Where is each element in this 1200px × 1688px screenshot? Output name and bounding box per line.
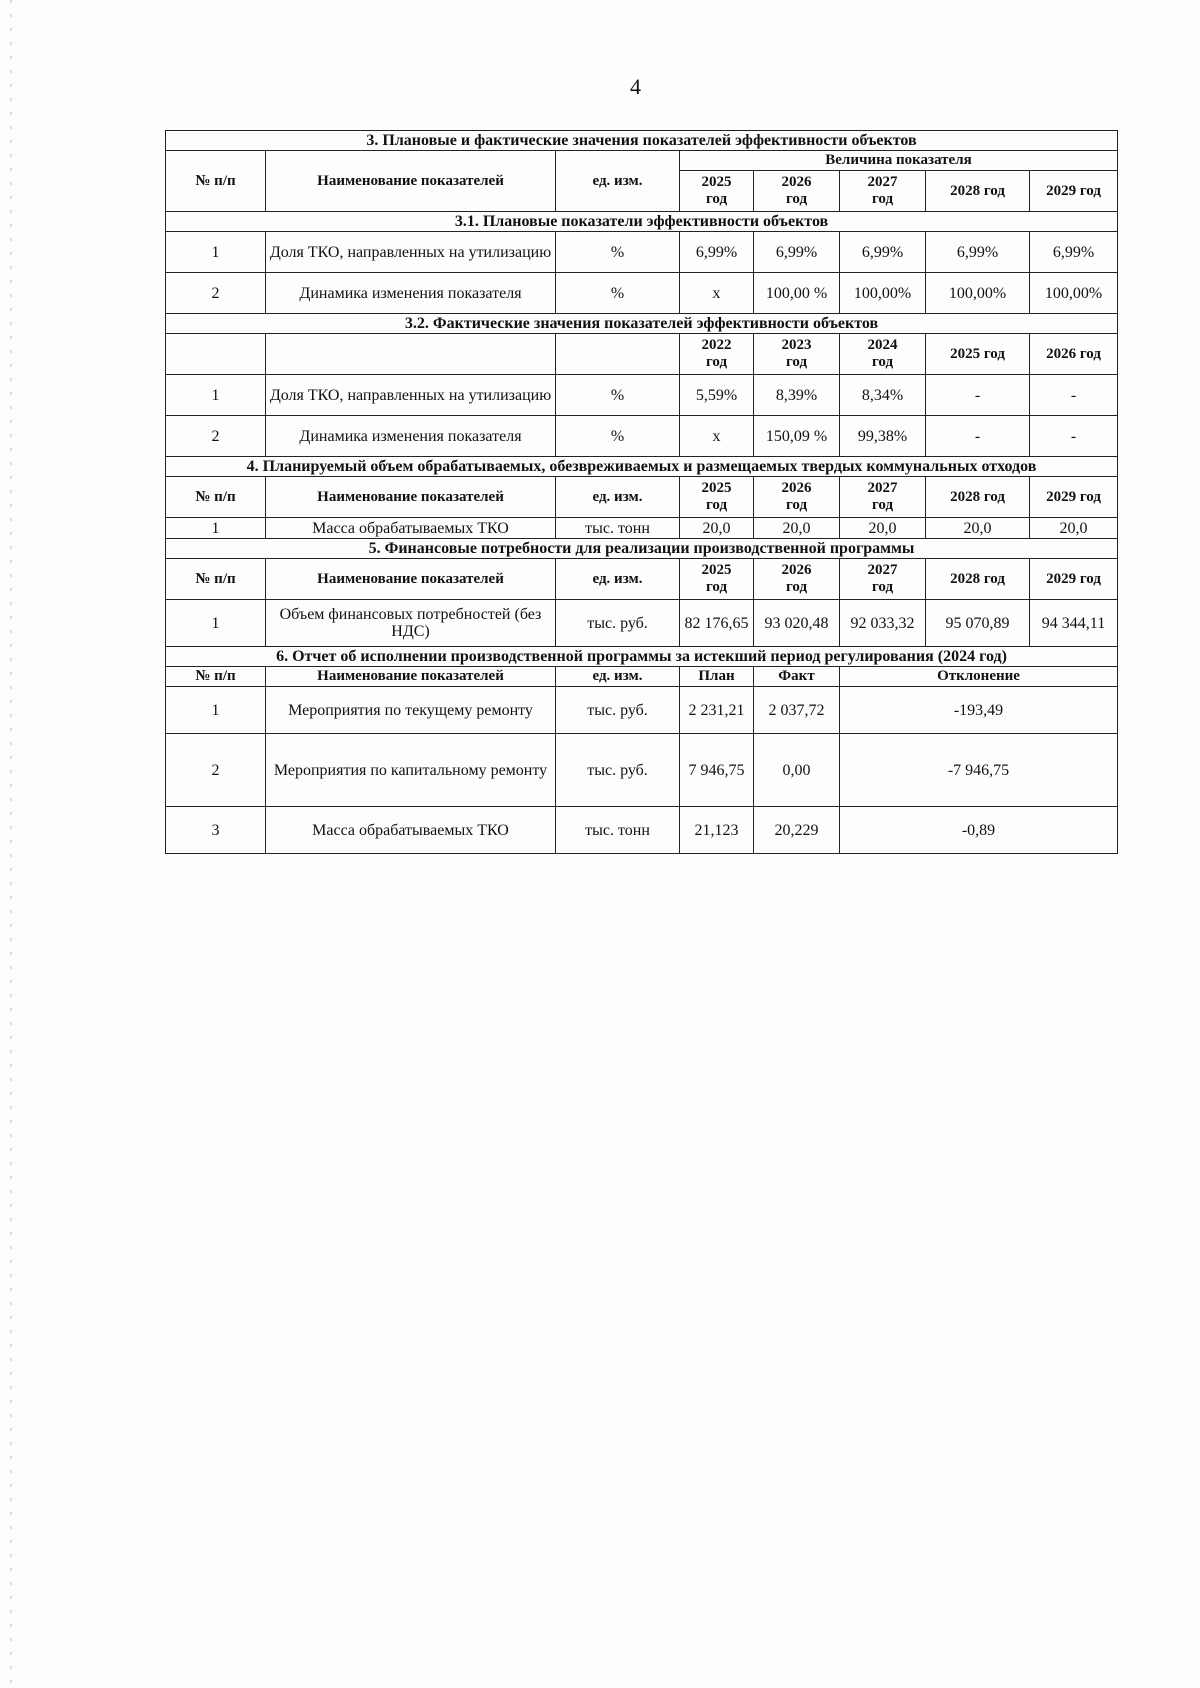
row-value: 100,00% xyxy=(840,273,926,314)
table-row xyxy=(166,518,1118,539)
row-value: 93 020,48 xyxy=(754,600,840,647)
section3-2-title: 3.2. Фактические значения показателей эффективности объектов xyxy=(166,314,1118,334)
section5-title-row xyxy=(166,539,1118,559)
year-suffix: год xyxy=(785,354,808,370)
row-name: Доля ТКО, направленных на утилизацию xyxy=(266,232,556,273)
row-value: 150,09 % xyxy=(754,416,840,457)
section4-title: 4. Планируемый объем обрабатываемых, обезвреживаемых и размещаемых твердых коммунальных отходов xyxy=(166,457,1118,477)
section5-header-row xyxy=(166,559,1118,600)
header-unit: ед. изм. xyxy=(556,151,680,212)
year-header xyxy=(926,559,1030,600)
table-row xyxy=(166,416,1118,457)
year-header xyxy=(754,171,840,212)
header-deviation: Отклонение xyxy=(840,667,1118,687)
year-label: 2026 xyxy=(781,480,812,496)
row-num: 2 xyxy=(166,416,266,457)
year-suffix: год xyxy=(705,354,728,370)
year-label: 2023 xyxy=(781,337,812,353)
year-label: 2025 xyxy=(701,174,732,190)
row-value: 82 176,65 xyxy=(680,600,754,647)
report-table xyxy=(165,130,1118,854)
year-label: 2027 xyxy=(867,562,898,578)
year-header xyxy=(840,477,926,518)
table-row xyxy=(166,375,1118,416)
table-row xyxy=(166,273,1118,314)
report-row xyxy=(166,734,1118,807)
row-name: Мероприятия по капитальному ремонту xyxy=(266,734,556,807)
row-num: 1 xyxy=(166,518,266,539)
row-value: 100,00% xyxy=(926,273,1030,314)
blank-cell xyxy=(166,334,266,375)
section3-1-title: 3.1. Плановые показатели эффективности объектов xyxy=(166,212,1118,232)
year-label: 2029 год xyxy=(1046,182,1101,199)
row-name: Объем финансовых потребностей (без НДС) xyxy=(266,600,556,647)
year-suffix: год xyxy=(871,579,894,595)
year-header xyxy=(680,334,754,375)
year-label: 2026 xyxy=(781,562,812,578)
section3-2-title-row xyxy=(166,314,1118,334)
year-header xyxy=(754,477,840,518)
row-deviation: -7 946,75 xyxy=(840,734,1118,807)
year-label: 2028 год xyxy=(950,570,1005,587)
year-suffix: год xyxy=(785,579,808,595)
row-value: 6,99% xyxy=(1030,232,1118,273)
year-header xyxy=(840,171,926,212)
section3-2-header-row xyxy=(166,334,1118,375)
year-suffix: год xyxy=(785,191,808,207)
header-unit: ед. изм. xyxy=(556,559,680,600)
row-fact: 0,00 xyxy=(754,734,840,807)
year-label: 2027 xyxy=(867,480,898,496)
year-suffix: год xyxy=(871,497,894,513)
section3-header-row-1 xyxy=(166,151,1118,171)
year-suffix: год xyxy=(705,191,728,207)
row-value: 8,39% xyxy=(754,375,840,416)
row-name: Динамика изменения показателя xyxy=(266,416,556,457)
row-unit: % xyxy=(556,375,680,416)
table-row xyxy=(166,600,1118,647)
row-plan: 7 946,75 xyxy=(680,734,754,807)
row-unit: тыс. руб. xyxy=(556,734,680,807)
header-num: № п/п xyxy=(166,667,266,687)
row-num: 2 xyxy=(166,273,266,314)
row-name: Мероприятия по текущему ремонту xyxy=(266,687,556,734)
row-value: 20,0 xyxy=(1030,518,1118,539)
row-value: 94 344,11 xyxy=(1030,600,1118,647)
row-value: 100,00% xyxy=(1030,273,1118,314)
year-suffix: год xyxy=(785,497,808,513)
year-header xyxy=(1030,334,1118,375)
report-row xyxy=(166,687,1118,734)
blank-cell xyxy=(556,334,680,375)
blank-cell xyxy=(266,334,556,375)
header-value: Величина показателя xyxy=(680,151,1118,171)
row-value: 8,34% xyxy=(840,375,926,416)
header-unit: ед. изм. xyxy=(556,477,680,518)
row-name: Масса обрабатываемых ТКО xyxy=(266,518,556,539)
year-suffix: год xyxy=(871,354,894,370)
scan-edge-artifact xyxy=(10,0,12,1688)
year-label: 2022 xyxy=(701,337,732,353)
row-num: 1 xyxy=(166,687,266,734)
year-header xyxy=(680,477,754,518)
year-header xyxy=(926,171,1030,212)
row-fact: 20,229 xyxy=(754,807,840,854)
row-value: 20,0 xyxy=(754,518,840,539)
row-value: 20,0 xyxy=(680,518,754,539)
section3-1-title-row xyxy=(166,212,1118,232)
year-header xyxy=(1030,171,1118,212)
row-value: 6,99% xyxy=(754,232,840,273)
row-value: - xyxy=(1030,416,1118,457)
row-num: 1 xyxy=(166,375,266,416)
row-value: 6,99% xyxy=(926,232,1030,273)
row-name: Динамика изменения показателя xyxy=(266,273,556,314)
year-header xyxy=(680,559,754,600)
header-num: № п/п xyxy=(166,151,266,212)
row-unit: % xyxy=(556,273,680,314)
section5-title: 5. Финансовые потребности для реализации производственной программы xyxy=(166,539,1118,559)
year-label: 2026 год xyxy=(1046,345,1101,362)
year-label: 2027 xyxy=(867,174,898,190)
row-value: - xyxy=(926,375,1030,416)
row-value: x xyxy=(680,416,754,457)
year-label: 2029 год xyxy=(1046,570,1101,587)
row-name: Масса обрабатываемых ТКО xyxy=(266,807,556,854)
year-header xyxy=(754,334,840,375)
row-num: 1 xyxy=(166,600,266,647)
year-header xyxy=(754,559,840,600)
section3-title-row xyxy=(166,131,1118,151)
year-label: 2025 год xyxy=(950,345,1005,362)
table-row xyxy=(166,232,1118,273)
row-unit: % xyxy=(556,232,680,273)
year-header xyxy=(840,559,926,600)
section4-title-row xyxy=(166,457,1118,477)
row-value: 5,59% xyxy=(680,375,754,416)
row-value: 20,0 xyxy=(840,518,926,539)
row-deviation: -193,49 xyxy=(840,687,1118,734)
year-suffix: год xyxy=(871,191,894,207)
year-label: 2028 год xyxy=(950,182,1005,199)
row-unit: % xyxy=(556,416,680,457)
row-value: 95 070,89 xyxy=(926,600,1030,647)
header-name: Наименование показателей xyxy=(266,559,556,600)
row-unit: тыс. тонн xyxy=(556,807,680,854)
row-value: x xyxy=(680,273,754,314)
row-value: 6,99% xyxy=(840,232,926,273)
year-suffix: год xyxy=(705,579,728,595)
section6-title-row xyxy=(166,647,1118,667)
year-header xyxy=(840,334,926,375)
row-plan: 2 231,21 xyxy=(680,687,754,734)
section6-header-row xyxy=(166,667,1118,687)
row-deviation: -0,89 xyxy=(840,807,1118,854)
row-value: 99,38% xyxy=(840,416,926,457)
section4-header-row xyxy=(166,477,1118,518)
header-name: Наименование показателей xyxy=(266,667,556,687)
row-value: 6,99% xyxy=(680,232,754,273)
year-header xyxy=(926,334,1030,375)
year-label: 2029 год xyxy=(1046,488,1101,505)
year-label: 2025 xyxy=(701,562,732,578)
year-suffix: год xyxy=(705,497,728,513)
year-label: 2026 xyxy=(781,174,812,190)
header-plan: План xyxy=(680,667,754,687)
header-name: Наименование показателей xyxy=(266,477,556,518)
row-value: 20,0 xyxy=(926,518,1030,539)
row-name: Доля ТКО, направленных на утилизацию xyxy=(266,375,556,416)
row-num: 1 xyxy=(166,232,266,273)
row-plan: 21,123 xyxy=(680,807,754,854)
header-name: Наименование показателей xyxy=(266,151,556,212)
row-fact: 2 037,72 xyxy=(754,687,840,734)
header-num: № п/п xyxy=(166,559,266,600)
section3-title: 3. Плановые и фактические значения показателей эффективности объектов xyxy=(166,131,1118,151)
year-header xyxy=(926,477,1030,518)
section6-title: 6. Отчет об исполнении производственной программы за истекший период регулирования (2024 год) xyxy=(166,647,1118,667)
row-num: 2 xyxy=(166,734,266,807)
page-number: 4 xyxy=(630,74,641,99)
row-unit: тыс. руб. xyxy=(556,687,680,734)
year-label: 2025 xyxy=(701,480,732,496)
row-value: 100,00 % xyxy=(754,273,840,314)
year-label: 2028 год xyxy=(950,488,1005,505)
row-value: 92 033,32 xyxy=(840,600,926,647)
row-unit: тыс. руб. xyxy=(556,600,680,647)
header-num: № п/п xyxy=(166,477,266,518)
row-num: 3 xyxy=(166,807,266,854)
year-header xyxy=(1030,559,1118,600)
row-value: - xyxy=(1030,375,1118,416)
header-fact: Факт xyxy=(754,667,840,687)
row-unit: тыс. тонн xyxy=(556,518,680,539)
report-row xyxy=(166,807,1118,854)
row-value: - xyxy=(926,416,1030,457)
year-label: 2024 xyxy=(867,337,898,353)
year-header xyxy=(1030,477,1118,518)
year-header xyxy=(680,171,754,212)
header-unit: ед. изм. xyxy=(556,667,680,687)
